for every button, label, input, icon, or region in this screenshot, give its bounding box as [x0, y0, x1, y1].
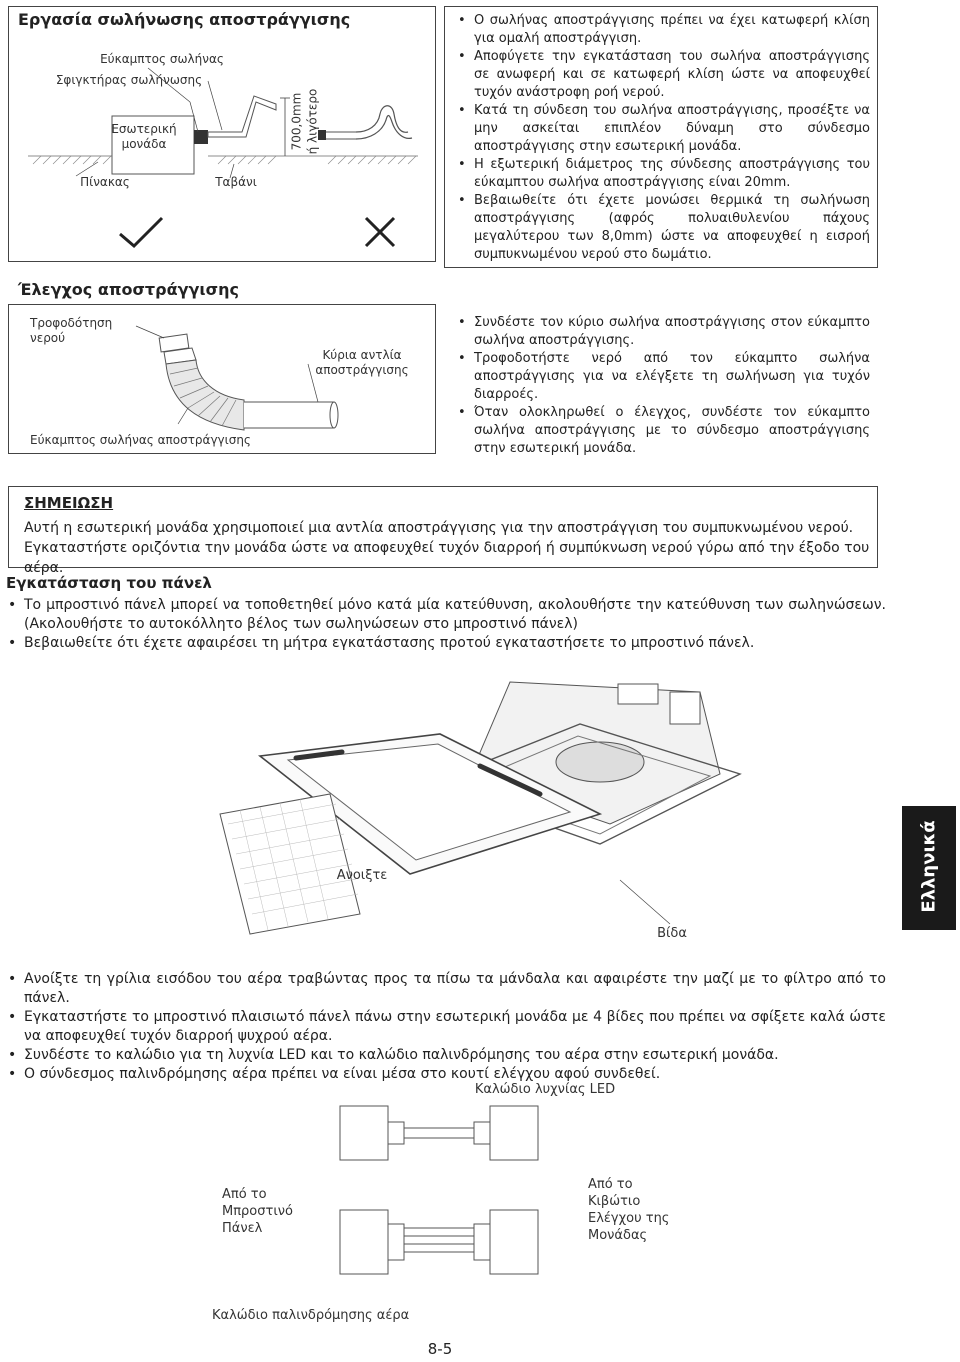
list-item: • Κατά τη σύνδεση του σωλήνα αποστράγγισης, προσέξτε να μην ασκείται επιπλέον δύναμη στο σύνδεσμο αποστράγγισης στην εσωτερική μονάδα. — [454, 102, 870, 156]
from-front-panel-label: Από το Μπροστινό Πάνελ — [222, 1187, 293, 1236]
list-item: • Ο σύνδεσμος παλινδρόμησης αέρα πρέπει να είναι μέσα στο κουτί ελέγχου αφού συνδεθεί. — [6, 1065, 886, 1084]
list-item: • Συνδέστε τον κύριο σωλήνα αποστράγγισης στον εύκαμπτο σωλήνα αποστράγγισης. — [454, 314, 870, 350]
list-item: • Συνδέστε το καλώδιο για τη λυχνία LED και το καλώδιο παλινδρόμησης του αέρα στην εσωτερική μονάδα. — [6, 1046, 886, 1065]
list-item: • Η εξωτερική διάμετρος της σύνδεσης αποστράγγισης του εύκαμπτου σωλήνα αποστράγγισης είναι 20mm. — [454, 156, 870, 192]
height-label: 700,0mm — [289, 92, 304, 151]
list-item: • Το μπροστινό πάνελ μπορεί να τοποθετηθεί μόνο κατά μία κατεύθυνση, ακολουθήστε την κατεύθυνση των σωληνώσεων. (Ακολουθήστε το αυτοκόλλητο βέλος των σωληνώσεων στο μπροστινό πάνελ) — [6, 596, 886, 634]
open-label: Ανοιξτε — [336, 868, 388, 883]
drain-piping-diagram — [8, 6, 436, 262]
list-item: • Εγκαταστήστε το μπροστινό πλαισιωτό πάνελ πάνω στην εσωτερική μονάδα με 4 βίδες που πρέπει να σφίξετε καλά ώστε να αποφευχθεί τυχόν διαρροή ψυχρού αέρα. — [6, 1008, 886, 1046]
drain-bullets — [454, 12, 870, 264]
page-number: 8-5 — [427, 1340, 453, 1358]
flex-drain-hose-label: Εύκαμπτος σωλήνας αποστράγγισης — [30, 433, 251, 447]
list-item: • Βεβαιωθείτε ότι έχετε μονώσει θερμικά τη σωλήνωση αποστράγγισης (αφρός πολυαιθυλενίου πάχους μεγαλύτερου των 8,0mm) ώστε να αποφευχθεί η εισροή συμπυκνωμένου νερού στο δωμάτιο. — [454, 192, 870, 264]
list-item: • Βεβαιωθείτε ότι έχετε αφαιρέσει τη μήτρα εγκατάστασης προτού εγκαταστήσετε το μπροστινό πάνελ. — [6, 634, 886, 653]
flex-hose-label: Εύκαμπτος σωλήνας — [100, 52, 224, 66]
panel-bullets-bottom — [6, 970, 886, 1084]
list-item: • Αποφύγετε την εγκατάσταση του σωλήνα αποστράγγισης σε ανωφερή και σε κατωφερή κλίση ώστε να αποφευχθεί τυχόν ανάστροφη ροή νερού. — [454, 48, 870, 102]
check-section-title: Έλεγχος αποστράγγισης — [18, 280, 239, 299]
check-bullets — [454, 314, 870, 458]
from-control-box-label: Από το Κιβώτιο Ελέγχου της Μονάδας — [588, 1177, 670, 1243]
air-return-cable-label: Καλώδιο παλινδρόμησης αέρα — [212, 1308, 410, 1323]
hose-clamp-label: Σφιγκτήρας σωλήνωσης — [55, 73, 203, 87]
indoor-unit-label: Εσωτερική μονάδα — [111, 122, 177, 151]
board-label: Πίνακας — [80, 175, 130, 189]
screw-label: Βίδα — [657, 926, 687, 941]
water-supply-label: Τροφοδότηση νερού — [30, 316, 113, 345]
panel-bullets-top — [6, 596, 886, 653]
list-item: • Όταν ολοκληρωθεί ο έλεγχος, συνδέστε τον εύκαμπτο σωλήνα αποστράγγισης με το σύνδεσμο αποστράγγισης στην εσωτερική μονάδα. — [454, 404, 870, 458]
language-tab-label: Ελληνικά — [918, 820, 940, 913]
led-cable-label: Καλώδιο λυχνίας LED — [474, 1082, 616, 1097]
list-item: • Ανοίξτε τη γρίλια εισόδου του αέρα τραβώντας προς τα πίσω τα μάνδαλα και αφαιρέστε την μαζί με το φίλτρο από το πάνελ. — [6, 970, 886, 1008]
drain-section-title: Εργασία σωλήνωσης αποστράγγισης — [18, 10, 351, 29]
list-item: • Τροφοδοτήστε νερό από τον εύκαμπτο σωλήνα αποστράγγισης για να ελέγξετε τη σωλήνωση για τυχόν διαρροές. — [454, 350, 870, 404]
main-pump-label: Κύρια αντλία αποστράγγισης — [315, 348, 409, 377]
ceiling-label: Ταβάνι — [215, 175, 257, 189]
note-text: Αυτή η εσωτερική μονάδα χρησιμοποιεί μια αντλία αποστράγγισης για την αποστράγγιση του συμπυκνωμένου νερού. Εγκαταστήστε οριζόντια την μονάδα ώστε να αποφευχθεί τυχόν διαρροή ή συμπύκνωση νερού γύρω από την έξοδο του αέρα. — [24, 520, 870, 576]
list-item: • Ο σωλήνας αποστράγγισης πρέπει να έχει κατωφερή κλίση για ομαλή αποστράγγιση. — [454, 12, 870, 48]
panel-section-title: Εγκατάσταση του πάνελ — [6, 574, 212, 592]
or-less-label: ή λιγότερο — [305, 88, 320, 155]
wiring-diagram — [300, 1100, 600, 1300]
note-title: ΣΗΜΕΙΩΣΗ — [24, 494, 114, 512]
panel-install-diagram — [180, 664, 760, 954]
